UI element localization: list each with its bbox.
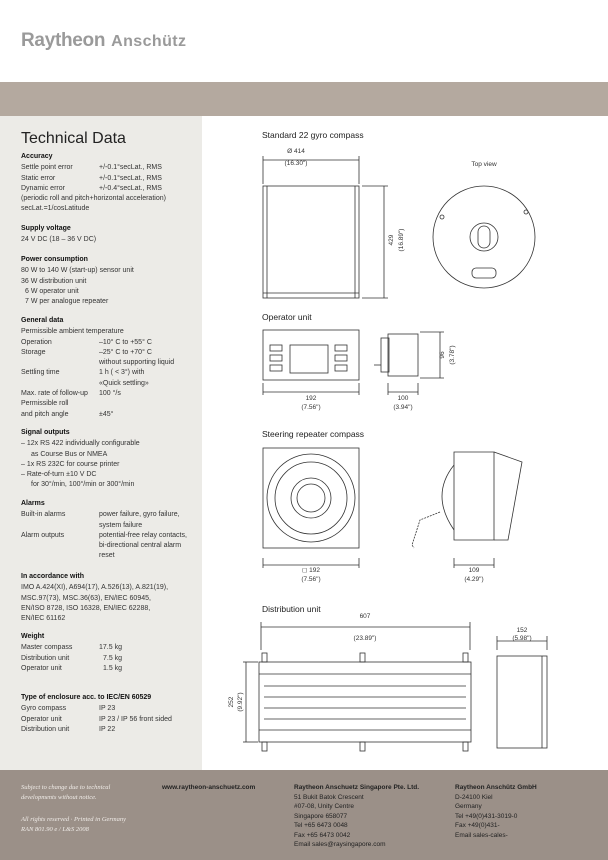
brand-name: Raytheon (21, 30, 106, 51)
spec-key: Max. rate of follow-up (21, 390, 88, 398)
de-email[interactable]: Email sales-cales- (455, 831, 508, 839)
section-heading: Supply voltage (21, 225, 71, 232)
sg-line: Singapore 658077 (294, 812, 348, 820)
gyro-height-inch: (16.89") (398, 228, 405, 252)
spec-line: 36 W distribution unit (21, 277, 87, 285)
de-line: Fax +49(0)431- (455, 822, 500, 829)
operator-side-view (388, 334, 418, 376)
notice-line: Subject to change due to technical (21, 784, 111, 791)
spec-line: – Rate-of-turn ±10 V DC (21, 471, 97, 479)
steering-width-label: ◻ 192 (301, 567, 321, 574)
spec-line: – 12x RS 422 individually configurable (21, 440, 140, 448)
spec-value: potential-free relay contacts, (99, 531, 187, 539)
spec-key: Permissible roll (21, 400, 69, 408)
de-line: Tel +49(0)431-3019-0 (455, 812, 518, 820)
page-title: Technical Data (21, 130, 126, 147)
section-heading: In accordance with (21, 573, 85, 580)
spec-key: Operator unit (21, 715, 62, 723)
spec-key: Settling time (21, 369, 60, 377)
gyro-height-label: 429 (388, 234, 395, 246)
spec-value: reset (99, 552, 115, 560)
spec-key: Operation (21, 338, 52, 346)
rights-line: RAN 801.90 e / L&S 2008 (21, 825, 89, 833)
spec-line: IMO A.424(XI), A694(17), A.526(13), A.821(19), (21, 584, 169, 592)
distribution-depth-label: 152 (516, 627, 528, 634)
operator-depth-inch: (3.94") (393, 404, 413, 411)
spec-value: 7.5 kg (103, 654, 123, 662)
section-heading: Type of enclosure acc. to IEC/EN 60529 (21, 694, 152, 701)
spec-value: system failure (99, 521, 143, 529)
operator-title: Operator unit (262, 312, 312, 322)
sg-line: 51 Bukit Batok Crescent (294, 793, 364, 801)
operator-height-inch: (3.78") (449, 345, 456, 365)
footer-singapore (294, 783, 419, 850)
spec-value: IP 23 / IP 56 front sided (99, 715, 172, 723)
spec-key: and pitch angle (21, 410, 69, 418)
distribution-title: Distribution unit (262, 604, 321, 614)
footer-rights (21, 815, 126, 834)
sg-line: #07-08, Unity Centre (294, 803, 354, 810)
spec-key: Storage (21, 348, 46, 356)
spec-key: Distribution unit (21, 654, 70, 662)
section-heading: Accuracy (21, 153, 53, 160)
spec-key: Gyro compass (21, 705, 67, 713)
distribution-depth-inch: (5.98") (512, 635, 532, 642)
section-heading: Power consumption (21, 256, 88, 263)
spec-key: Operator unit (21, 664, 62, 672)
distribution-height-inch: (9.92") (237, 692, 244, 712)
spec-line: as Course Bus or NMEA (31, 450, 108, 458)
operator-height-label: 96 (439, 351, 446, 359)
spec-line: 24 V DC (18 – 36 V DC) (21, 236, 97, 244)
spec-key: Distribution unit (21, 725, 70, 733)
notice-line: developments without notice. (21, 793, 97, 801)
distribution-height-label: 252 (228, 696, 235, 708)
steering-title: Steering repeater compass (262, 429, 365, 439)
spec-key: Built-in alarms (21, 511, 66, 519)
spec-value: –10° C to +55° C (99, 338, 152, 346)
spec-line: Permissible ambient temperature (21, 328, 124, 336)
spec-value: +/-0.1°secLat., RMS (99, 164, 162, 172)
steering-width-inch: (7.56") (301, 576, 321, 583)
footer-url[interactable]: www.raytheon-anschuetz.com (162, 784, 256, 791)
spec-key: Static error (21, 174, 56, 182)
spec-value: 100 °/s (99, 390, 121, 398)
spec-line: – 1x RS 232C for course printer (21, 460, 120, 468)
spec-key: Master compass (21, 644, 73, 652)
de-line: Germany (455, 803, 482, 810)
sg-line: Fax +65 6473 0042 (294, 831, 351, 839)
steering-side-view (454, 452, 494, 540)
de-line: D-24100 Kiel (455, 793, 493, 801)
footer-germany (455, 783, 537, 840)
spec-note: secLat.=1/cosLatitude (21, 205, 90, 213)
spec-value: «Quick settling» (99, 379, 149, 387)
spec-value: IP 23 (99, 705, 116, 713)
steering-front-view (263, 448, 359, 548)
spec-line: MSC.97(73), MSC.36(63), EN/IEC 60945, (21, 594, 151, 602)
operator-depth-label: 100 (397, 395, 409, 402)
steering-depth-label: 109 (468, 567, 480, 574)
spec-key: Settle point error (21, 164, 73, 172)
distribution-side-view (497, 656, 547, 748)
de-company-name: Raytheon Anschütz GmbH (455, 784, 537, 791)
distribution-width-inch: (23.89") (353, 635, 377, 642)
distribution-width-label: 607 (359, 613, 371, 620)
spec-value: –25° C to +70° C (99, 348, 152, 356)
footer-notice (21, 783, 110, 802)
spec-value: bi-directional central alarm (99, 542, 182, 550)
spec-value: +/-0.1°secLat., RMS (99, 174, 162, 182)
spec-key: Alarm outputs (21, 531, 65, 539)
sg-line: Tel +65 6473 0048 (294, 822, 348, 829)
spec-value: 1.5 kg (103, 664, 123, 672)
spec-value: without supporting liquid (99, 359, 175, 367)
spec-value: power failure, gyro failure, (99, 511, 180, 519)
spec-note: (periodic roll and pitch+horizontal acceleration) (21, 195, 166, 203)
spec-line: 80 W to 140 W (start-up) sensor unit (21, 267, 134, 275)
spec-value: +/-0.4°secLat., RMS (99, 184, 162, 192)
spec-line: EN/IEC 61162 (21, 615, 66, 623)
section-heading: Weight (21, 633, 45, 640)
sg-company-name: Raytheon Anschuetz Singapore Pte. Ltd. (294, 784, 420, 791)
gyro-title: Standard 22 gyro compass (262, 130, 364, 140)
gyro-width-inch: (16.30") (284, 160, 308, 167)
spec-line: for 30°/min, 100°/min or 300°/min (31, 481, 135, 489)
spec-line: 7 W per analogue repeater (25, 298, 109, 306)
section-heading: General data (21, 317, 64, 324)
gyro-side-view (263, 186, 359, 298)
steering-depth-inch: (4.29") (464, 576, 484, 583)
gyro-top-view-label: Top view (471, 161, 497, 168)
operator-width-inch: (7.56") (301, 404, 321, 411)
spec-line: EN/ISO 8728, ISO 16328, EN/IEC 62288, (21, 604, 151, 612)
brand-sub: Anschütz (111, 33, 187, 50)
rights-line: All rights reserved · Printed in Germany (21, 816, 127, 823)
spec-value: IP 22 (99, 725, 116, 733)
gyro-top-view (433, 186, 535, 288)
section-heading: Signal outputs (21, 429, 70, 436)
spec-key: Dynamic error (21, 184, 65, 192)
spec-value: ±45° (99, 410, 114, 418)
operator-width-label: 192 (305, 395, 317, 402)
spec-value: 1 h ( < 3°) with (99, 369, 145, 377)
sg-email[interactable]: Email sales@raysingapore.com (294, 841, 386, 848)
section-heading: Alarms (21, 500, 45, 507)
spec-value: 17.5 kg (99, 644, 122, 652)
gyro-width-label: Ø 414 (287, 148, 305, 155)
spec-line: 6 W operator unit (25, 287, 79, 295)
